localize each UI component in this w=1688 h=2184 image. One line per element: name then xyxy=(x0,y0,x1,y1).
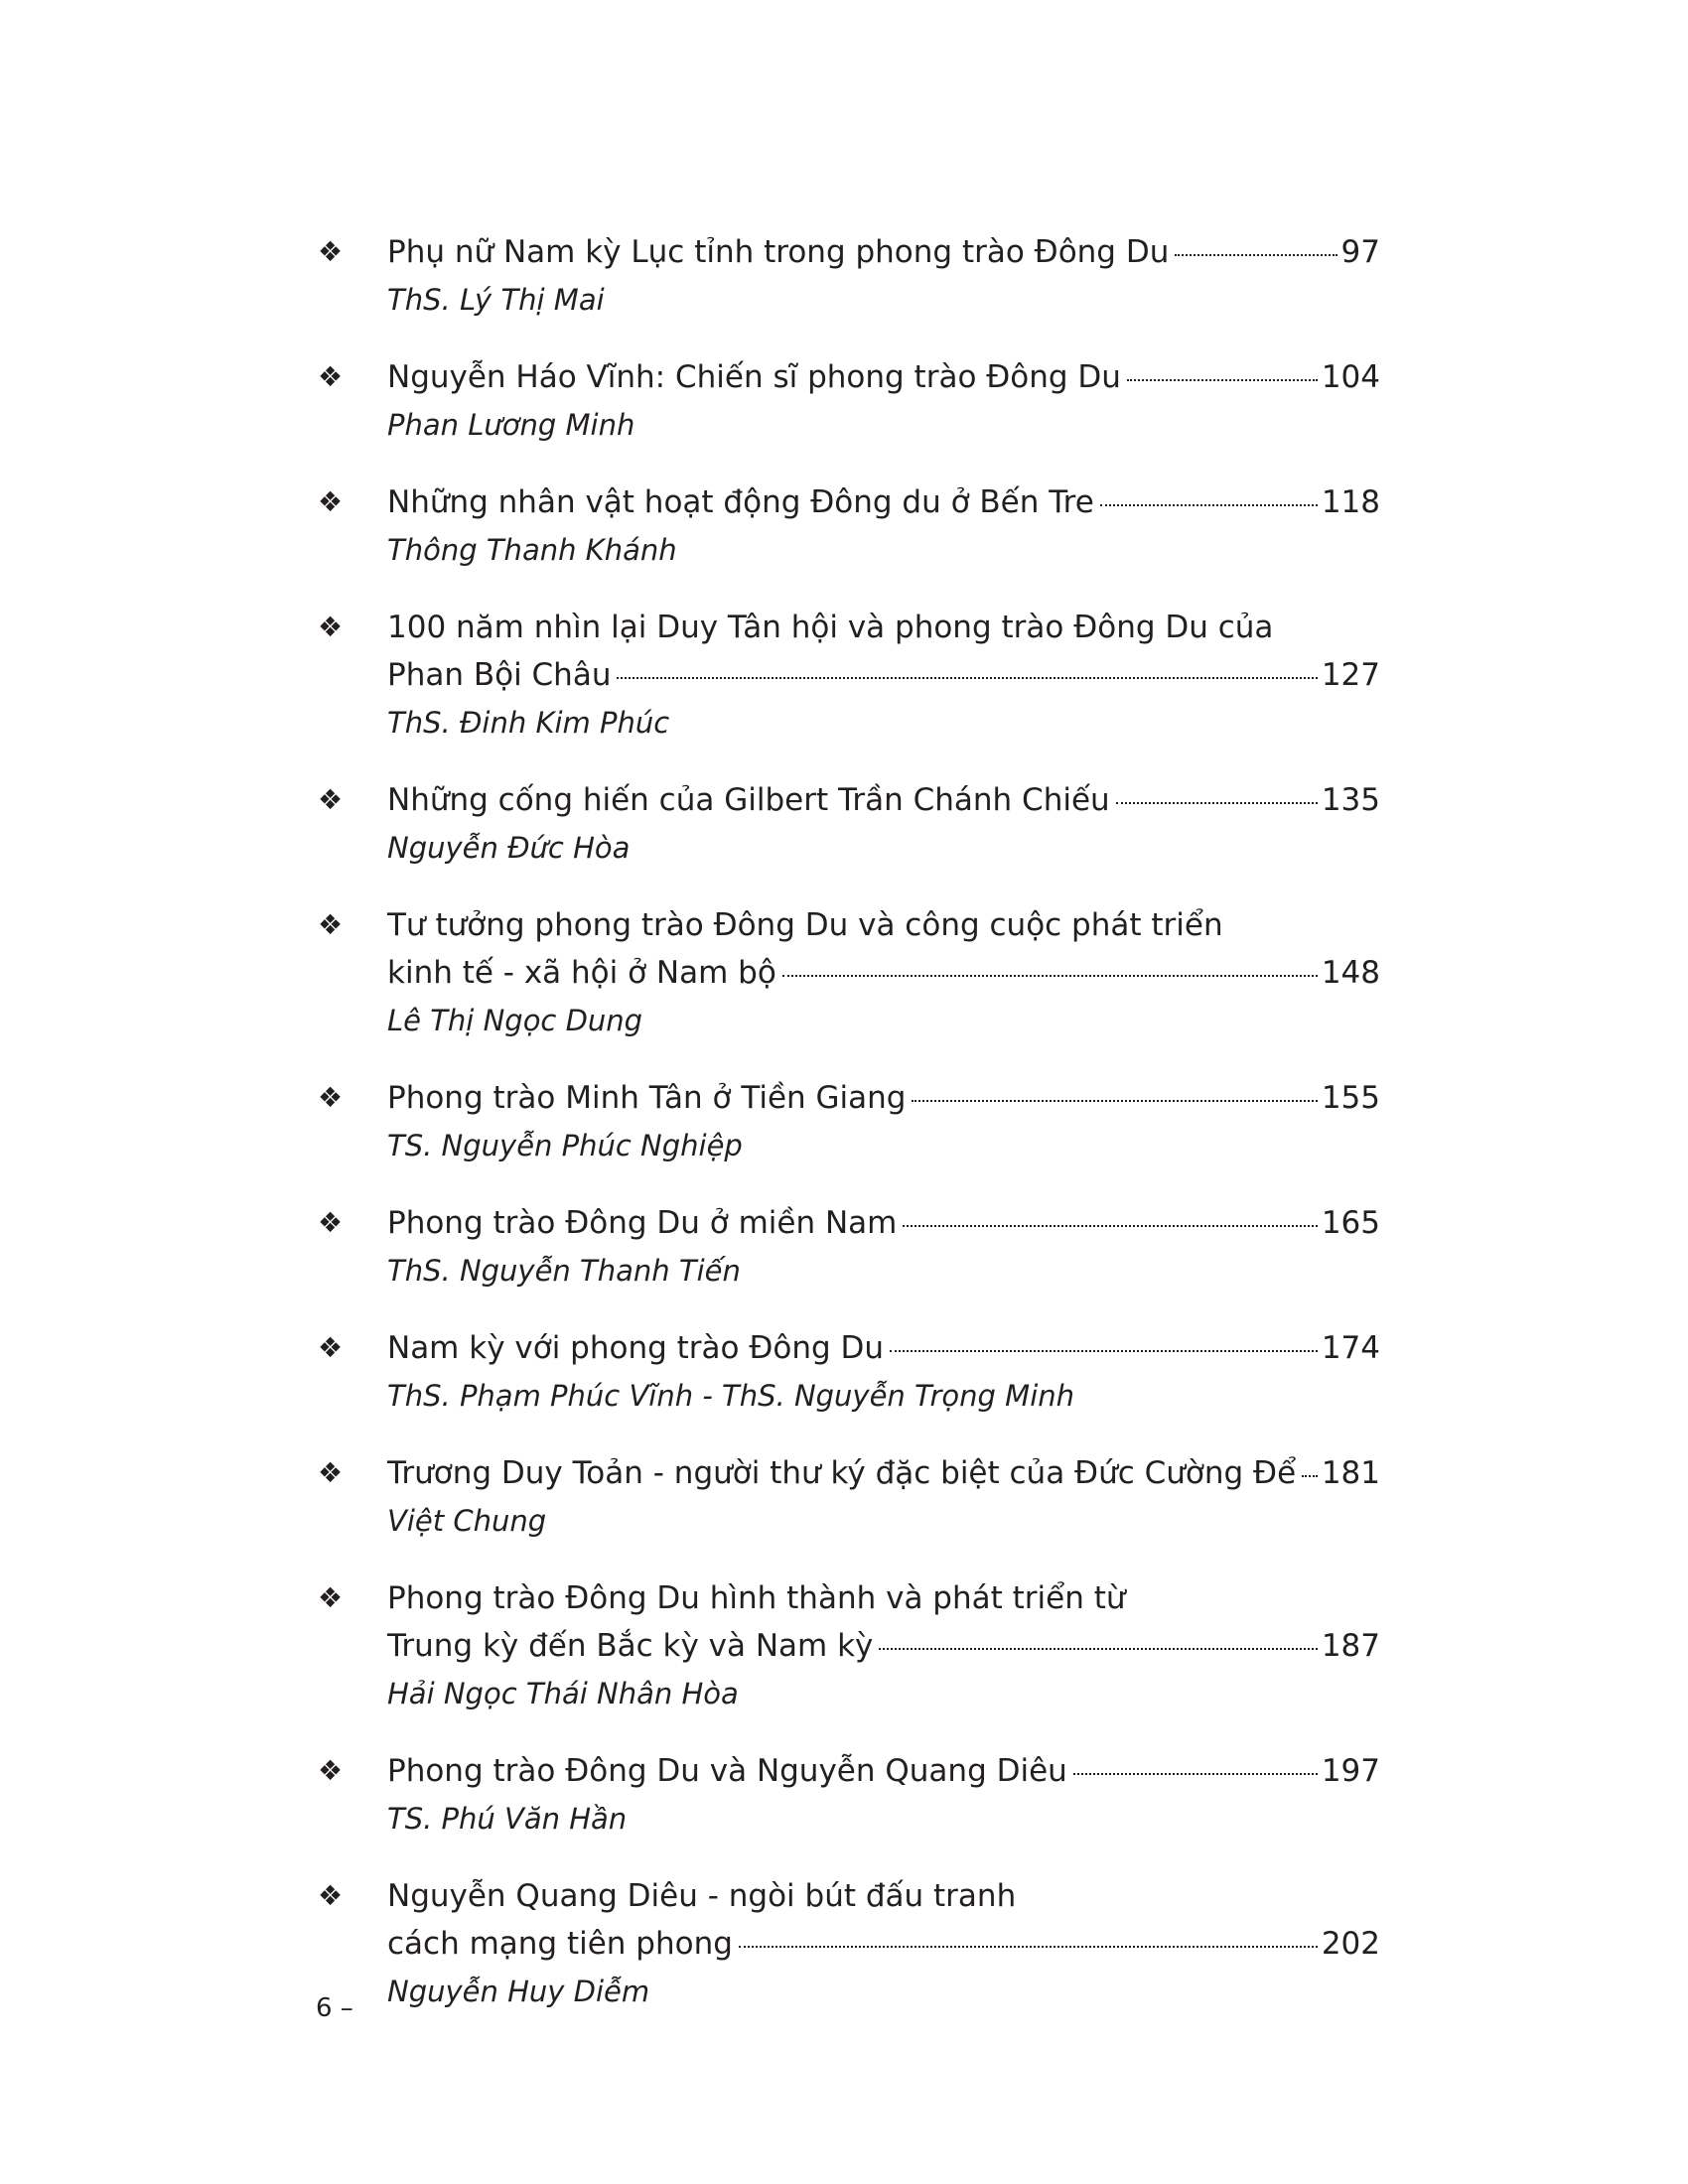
dot-leader xyxy=(617,677,1317,679)
entry-title xyxy=(387,901,1380,997)
entry-title-line xyxy=(387,604,1380,651)
entry-title xyxy=(387,1074,1380,1122)
entry-title-text: Trương Duy Toản - người thư ký đặc biệt của Đức Cường Để xyxy=(387,1455,1297,1491)
entry-author: Lê Thị Ngọc Dung xyxy=(387,1004,643,1037)
diamond-bullet-icon: ❖ xyxy=(318,360,344,393)
entry-title-text: Phong trào Minh Tân ở Tiền Giang xyxy=(387,1080,907,1116)
entry-page-number: 118 xyxy=(1321,484,1380,520)
entry-page-number: 181 xyxy=(1321,1455,1380,1491)
dot-leader xyxy=(739,1946,1318,1948)
entry-author: ThS. Phạm Phúc Vĩnh - ThS. Nguyễn Trọng Minh xyxy=(387,1379,1075,1413)
dot-leader xyxy=(912,1100,1317,1102)
entry-title-line xyxy=(387,1920,1380,1968)
diamond-bullet-icon: ❖ xyxy=(318,611,344,643)
toc-entry-7[interactable] xyxy=(318,1074,1380,1169)
entry-author: Nguyễn Huy Diễm xyxy=(387,1975,650,2008)
entry-title xyxy=(387,478,1380,526)
entry-page-number: 135 xyxy=(1321,782,1380,818)
diamond-bullet-icon: ❖ xyxy=(318,1331,344,1364)
entry-title-text: Nguyễn Quang Diêu - ngòi bút đấu tranh xyxy=(387,1878,1017,1914)
entry-title-text: Tư tưởng phong trào Đông Du và công cuộc phát triển xyxy=(387,907,1223,943)
entry-author: Phan Lương Minh xyxy=(387,408,635,442)
entry-author: ThS. Đinh Kim Phúc xyxy=(387,706,670,740)
entry-title-line xyxy=(387,901,1380,949)
dot-leader xyxy=(1116,802,1318,804)
entry-title-text: Phụ nữ Nam kỳ Lục tỉnh trong phong trào Đông Du xyxy=(387,234,1170,270)
toc-entry-5[interactable] xyxy=(318,776,1380,872)
entry-title-text: cách mạng tiên phong xyxy=(387,1926,733,1962)
entry-title-line xyxy=(387,353,1380,401)
entry-author: TS. Nguyễn Phúc Nghiệp xyxy=(387,1129,743,1162)
entry-page-number: 97 xyxy=(1340,234,1380,270)
diamond-bullet-icon: ❖ xyxy=(318,1581,344,1614)
diamond-bullet-icon: ❖ xyxy=(318,1879,344,1912)
dot-leader xyxy=(782,975,1318,977)
entry-author: Thông Thanh Khánh xyxy=(387,533,677,567)
entry-title-text: Phong trào Đông Du hình thành và phát triển từ xyxy=(387,1580,1126,1616)
toc-entry-9[interactable] xyxy=(318,1324,1380,1420)
entry-title-line xyxy=(387,1747,1380,1795)
dot-leader xyxy=(879,1648,1317,1650)
diamond-bullet-icon: ❖ xyxy=(318,783,344,816)
dot-leader xyxy=(903,1225,1317,1227)
entry-title xyxy=(387,1872,1380,1968)
diamond-bullet-icon: ❖ xyxy=(318,1754,344,1787)
page-number-footer: 6 – xyxy=(316,1993,353,2023)
dot-leader xyxy=(1175,254,1336,256)
entry-title-text: Những cống hiến của Gilbert Trần Chánh Chiếu xyxy=(387,782,1110,818)
toc-entry-4[interactable] xyxy=(318,604,1380,747)
entry-page-number: 197 xyxy=(1321,1753,1380,1789)
toc-entry-13[interactable] xyxy=(318,1872,1380,2015)
entry-title-text: Phan Bội Châu xyxy=(387,657,612,693)
entry-author: Hải Ngọc Thái Nhân Hòa xyxy=(387,1677,739,1710)
entry-page-number: 104 xyxy=(1321,359,1380,395)
diamond-bullet-icon: ❖ xyxy=(318,908,344,941)
toc-entry-6[interactable] xyxy=(318,901,1380,1044)
diamond-bullet-icon: ❖ xyxy=(318,1081,344,1114)
entry-title xyxy=(387,1449,1380,1497)
entry-title-line xyxy=(387,1574,1380,1622)
entry-title xyxy=(387,776,1380,824)
entry-title-text: kinh tế - xã hội ở Nam bộ xyxy=(387,955,776,991)
entry-title-text: Những nhân vật hoạt động Đông du ở Bến Tre xyxy=(387,484,1094,520)
entry-author: ThS. Nguyễn Thanh Tiến xyxy=(387,1254,741,1288)
entry-page-number: 202 xyxy=(1321,1926,1380,1962)
entry-page-number: 174 xyxy=(1321,1330,1380,1366)
entry-title-line xyxy=(387,1872,1380,1920)
entry-title xyxy=(387,604,1380,699)
entry-author: Nguyễn Đức Hòa xyxy=(387,831,631,865)
entry-title-line xyxy=(387,949,1380,997)
entry-title xyxy=(387,1574,1380,1670)
entry-page-number: 165 xyxy=(1321,1205,1380,1241)
entry-title-text: Nam kỳ với phong trào Đông Du xyxy=(387,1330,885,1366)
entry-title-line xyxy=(387,1074,1380,1122)
entry-title xyxy=(387,1199,1380,1247)
entry-page-number: 148 xyxy=(1321,955,1380,991)
toc-entry-3[interactable] xyxy=(318,478,1380,574)
entry-page-number: 187 xyxy=(1321,1628,1380,1664)
entry-title xyxy=(387,228,1380,276)
dot-leader xyxy=(890,1350,1318,1352)
toc-entry-12[interactable] xyxy=(318,1747,1380,1843)
diamond-bullet-icon: ❖ xyxy=(318,485,344,518)
entry-title-text: Nguyễn Háo Vĩnh: Chiến sĩ phong trào Đông Du xyxy=(387,359,1121,395)
dot-leader xyxy=(1127,379,1318,381)
entry-title-text: Phong trào Đông Du và Nguyễn Quang Diêu xyxy=(387,1753,1067,1789)
toc-entry-2[interactable] xyxy=(318,353,1380,449)
toc-entry-10[interactable] xyxy=(318,1449,1380,1545)
entry-title-text: Phong trào Đông Du ở miền Nam xyxy=(387,1205,898,1241)
entry-title xyxy=(387,353,1380,401)
entry-title-line xyxy=(387,1199,1380,1247)
entry-title-line xyxy=(387,1622,1380,1670)
entry-title-line xyxy=(387,1449,1380,1497)
table-of-contents xyxy=(318,228,1380,2045)
diamond-bullet-icon: ❖ xyxy=(318,235,344,268)
entry-page-number: 127 xyxy=(1321,657,1380,693)
entry-title-line xyxy=(387,1324,1380,1372)
dot-leader xyxy=(1073,1773,1318,1775)
toc-entry-8[interactable] xyxy=(318,1199,1380,1295)
entry-title-line xyxy=(387,776,1380,824)
diamond-bullet-icon: ❖ xyxy=(318,1206,344,1239)
entry-title xyxy=(387,1747,1380,1795)
entry-title-text: Trung kỳ đến Bắc kỳ và Nam kỳ xyxy=(387,1628,874,1664)
entry-author: ThS. Lý Thị Mai xyxy=(387,283,605,317)
entry-title-line xyxy=(387,228,1380,276)
entry-author: TS. Phú Văn Hần xyxy=(387,1802,628,1836)
entry-title-line xyxy=(387,651,1380,699)
entry-author: Việt Chung xyxy=(387,1504,547,1538)
entry-title xyxy=(387,1324,1380,1372)
dot-leader xyxy=(1100,504,1318,506)
entry-title-line xyxy=(387,478,1380,526)
toc-entry-11[interactable] xyxy=(318,1574,1380,1717)
dot-leader xyxy=(1302,1475,1318,1477)
entry-title-text: 100 năm nhìn lại Duy Tân hội và phong trào Đông Du của xyxy=(387,610,1274,645)
entry-page-number: 155 xyxy=(1321,1080,1380,1116)
toc-entry-1[interactable] xyxy=(318,228,1380,324)
diamond-bullet-icon: ❖ xyxy=(318,1456,344,1489)
